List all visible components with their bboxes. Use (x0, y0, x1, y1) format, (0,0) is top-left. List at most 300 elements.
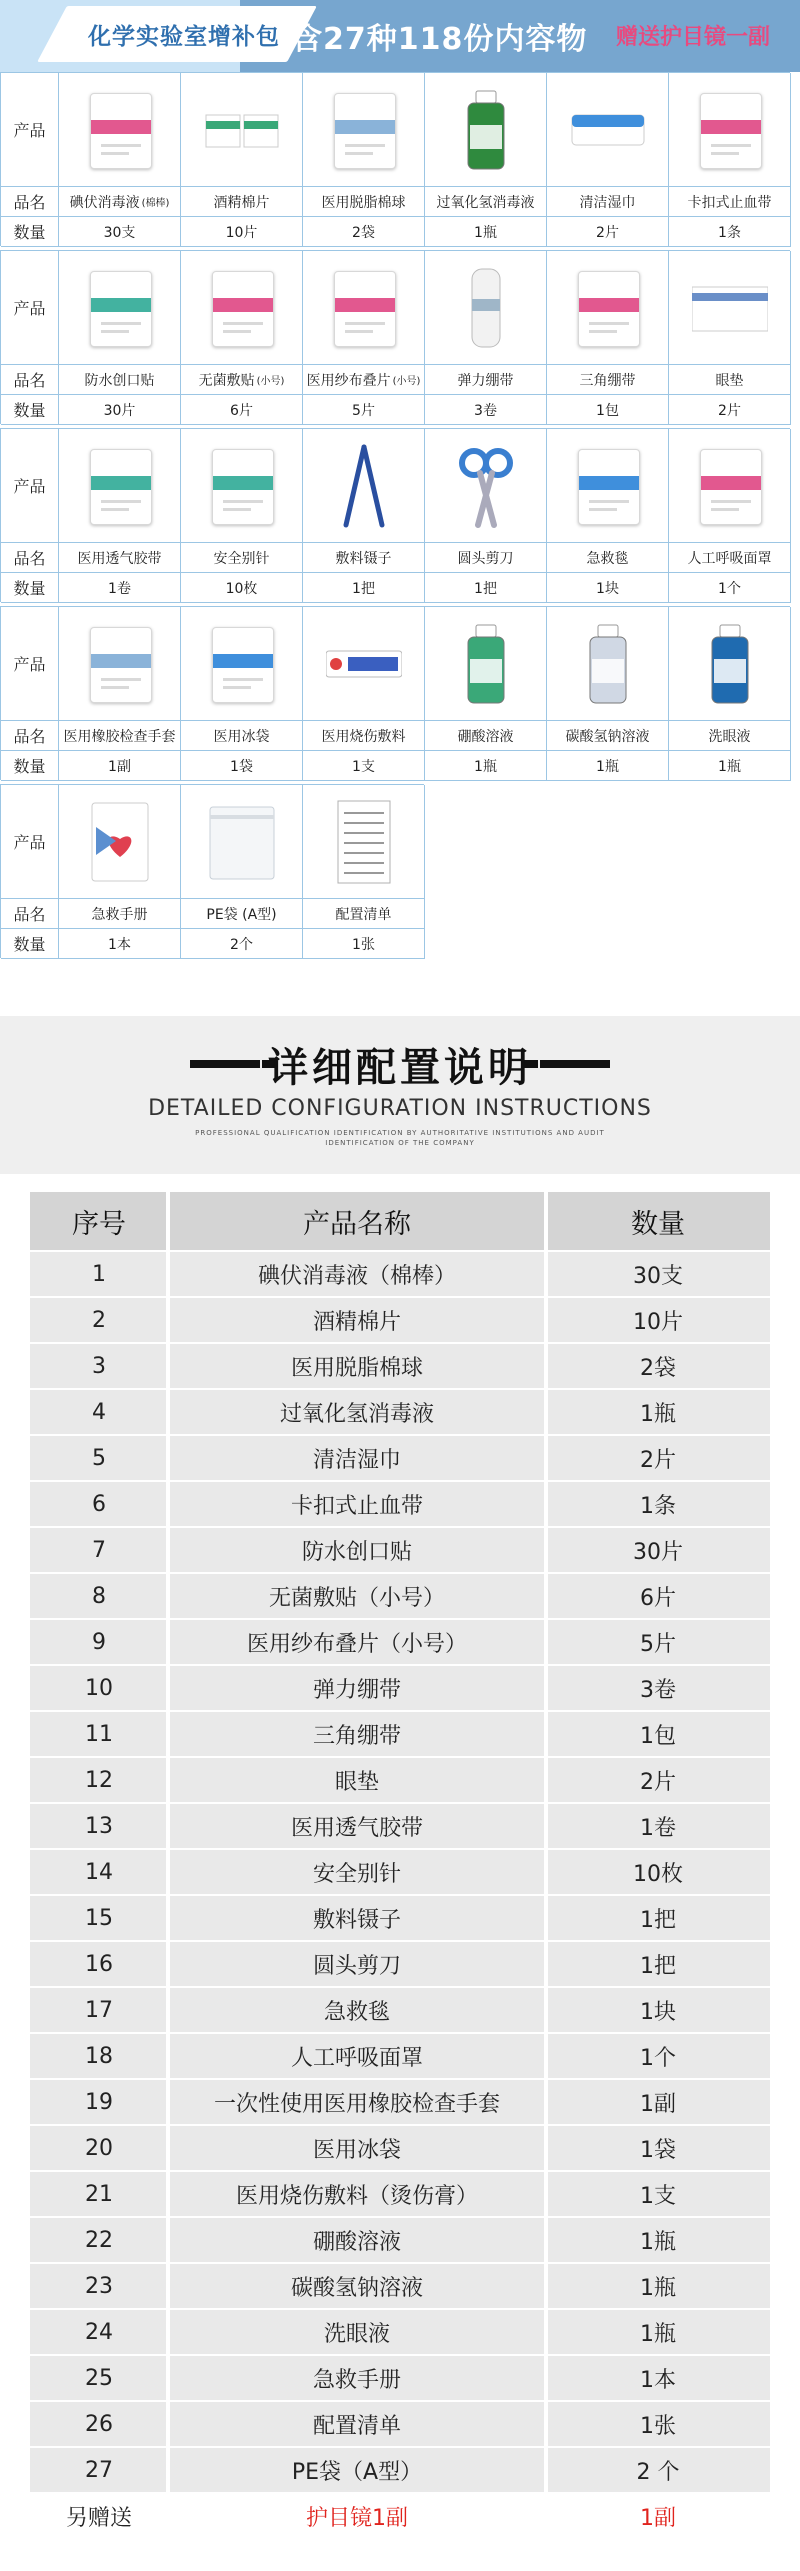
row-product-name: 三角绷带 (312, 1723, 401, 1749)
row-quantity: 5片 (640, 1631, 676, 1657)
row-quantity: 1卷 (640, 1815, 676, 1841)
wet-wipe-icon (570, 85, 646, 175)
cpr-mask-icon (692, 441, 768, 531)
tourniquet-icon (692, 85, 768, 175)
product-name (547, 187, 669, 217)
product-name-text: 酒精棉片 (213, 194, 270, 211)
product-name-text: 急救毯 (586, 550, 629, 567)
table-row (30, 1804, 770, 1848)
row-label-qty: 数量 (1, 395, 59, 425)
product-image-cell (425, 73, 547, 187)
product-name-text: 碘伏消毒液 (69, 194, 140, 211)
product-image-cell (425, 251, 547, 365)
blanket-icon (570, 441, 646, 531)
column-separator (544, 1896, 548, 1940)
product-name-text: 碳酸氢钠溶液 (565, 728, 650, 745)
column-separator (166, 2448, 170, 2492)
product-name (547, 721, 669, 751)
row-index: 17 (85, 1997, 113, 2023)
table-row (30, 2310, 770, 2354)
product-name (59, 365, 181, 395)
row-quantity: 2袋 (640, 1355, 676, 1381)
eye-pad-icon (692, 263, 768, 353)
column-separator (544, 2494, 548, 2538)
pe-bag-icon (204, 797, 280, 887)
header-index: 序号 (72, 1208, 126, 1240)
product-qty: 10片 (181, 217, 303, 247)
product-image-cell (303, 251, 425, 365)
column-separator (544, 2264, 548, 2308)
column-separator (544, 1942, 548, 1986)
product-name-text: 医用纱布叠片 (306, 372, 391, 389)
checklist-icon (326, 797, 402, 887)
product-qty: 1瓶 (547, 751, 669, 781)
column-separator (544, 1436, 548, 1480)
product-qty: 1把 (425, 573, 547, 603)
product-name (181, 365, 303, 395)
table-header-row (30, 1192, 770, 1250)
product-name (669, 721, 791, 751)
product-qty: 1条 (669, 217, 791, 247)
product-qty: 1张 (303, 929, 425, 959)
product-name-text: 安全别针 (213, 550, 270, 567)
product-image-cell (547, 73, 669, 187)
product-qty: 1支 (303, 751, 425, 781)
column-separator (544, 1298, 548, 1342)
product-qty: 1瓶 (669, 751, 791, 781)
table-row (30, 1344, 770, 1388)
column-separator (166, 1528, 170, 1572)
column-separator (166, 1896, 170, 1940)
table-row (30, 1528, 770, 1572)
cotton-ball-icon (326, 85, 402, 175)
row-index: 24 (85, 2319, 113, 2345)
row-index: 23 (85, 2273, 113, 2299)
row-quantity: 1条 (640, 1493, 676, 1519)
dressing-icon (204, 263, 280, 353)
column-separator (544, 2034, 548, 2078)
row-index: 16 (85, 1951, 113, 1977)
row-quantity: 1袋 (640, 2137, 676, 2163)
row-product-name: 护目镜1副 (306, 2505, 408, 2531)
product-name (303, 721, 425, 751)
column-separator (166, 1620, 170, 1664)
row-label-name: 品名 (1, 365, 59, 395)
triangle-bandage-icon (570, 263, 646, 353)
row-product-name: 医用冰袋 (312, 2137, 401, 2163)
row-index: 27 (85, 2457, 113, 2483)
product-qty: 30支 (59, 217, 181, 247)
burn-gel-icon (326, 619, 402, 709)
bicarbonate-bottle-icon (570, 619, 646, 709)
row-index: 25 (85, 2365, 113, 2391)
header-column-separator (166, 1192, 170, 1250)
row-quantity: 1张 (640, 2413, 676, 2439)
row-product-name: 敷料镊子 (312, 1907, 401, 1933)
row-product-name: 碘伏消毒液（棉棒） (257, 1263, 456, 1289)
fine-print-line-2: IDENTIFICATION OF THE COMPANY (325, 1139, 475, 1147)
product-name (59, 187, 181, 217)
row-quantity: 1瓶 (640, 1401, 676, 1427)
row-product-name: 医用透气胶带 (290, 1815, 423, 1841)
product-qty: 1卷 (59, 573, 181, 603)
product-name (303, 187, 425, 217)
row-product-name: 安全别针 (312, 1861, 401, 1887)
boric-acid-icon (448, 619, 524, 709)
table-row (30, 2402, 770, 2446)
grid-row (0, 72, 790, 246)
row-label-name: 品名 (1, 899, 59, 929)
row-quantity: 1包 (640, 1723, 676, 1749)
table-row (30, 1942, 770, 1986)
row-index: 20 (85, 2135, 113, 2161)
product-qty: 2袋 (303, 217, 425, 247)
row-quantity: 2 个 (636, 2459, 680, 2485)
row-index: 6 (92, 1491, 106, 1517)
column-separator (166, 2126, 170, 2170)
product-name (669, 365, 791, 395)
column-separator (166, 2402, 170, 2446)
row-index: 21 (85, 2181, 113, 2207)
table-row (30, 2034, 770, 2078)
product-qty: 10枚 (181, 573, 303, 603)
row-quantity: 1副 (640, 2091, 676, 2117)
column-separator (544, 2126, 548, 2170)
table-row (30, 1574, 770, 1618)
product-name (547, 365, 669, 395)
product-qty: 1块 (547, 573, 669, 603)
product-name-text: 医用透气胶带 (77, 550, 162, 567)
row-quantity: 3卷 (640, 1677, 676, 1703)
product-image-cell (669, 73, 791, 187)
product-image-cell (669, 607, 791, 721)
table-row (30, 2218, 770, 2262)
column-separator (544, 1252, 548, 1296)
product-image-cell (547, 251, 669, 365)
row-label-product: 产品 (1, 73, 59, 187)
row-product-name: 眼垫 (334, 1769, 379, 1795)
row-index: 10 (85, 1675, 113, 1701)
row-index: 22 (85, 2227, 113, 2253)
product-name (59, 721, 181, 751)
product-image-cell (669, 251, 791, 365)
product-name-text: 弹力绷带 (457, 372, 514, 389)
row-product-name: 洗眼液 (323, 2321, 390, 2347)
row-quantity: 1把 (640, 1953, 676, 1979)
column-separator (166, 2218, 170, 2262)
grid-row (0, 606, 790, 780)
product-image-cell (181, 429, 303, 543)
row-product-name: 弹力绷带 (312, 1677, 401, 1703)
row-product-name: 一次性使用医用橡胶检查手套 (213, 2091, 500, 2117)
product-name (181, 543, 303, 573)
product-name-text: 三角绷带 (579, 372, 636, 389)
banner-contents-title: 含27种118份内容物 (292, 22, 588, 57)
product-qty: 1瓶 (425, 751, 547, 781)
row-index: 13 (85, 1813, 113, 1839)
row-label-product: 产品 (1, 429, 59, 543)
column-separator (544, 1574, 548, 1618)
table-row (30, 1620, 770, 1664)
row-quantity: 1瓶 (640, 2321, 676, 2347)
table-row (30, 2264, 770, 2308)
row-index: 19 (85, 2089, 113, 2115)
product-image-cell (303, 429, 425, 543)
product-qty: 2片 (669, 395, 791, 425)
row-index: 8 (92, 1583, 106, 1609)
column-separator (544, 1528, 548, 1572)
product-name-text: 过氧化氢消毒液 (436, 194, 535, 211)
row-quantity: 1块 (640, 1999, 676, 2025)
product-qty: 6片 (181, 395, 303, 425)
column-separator (166, 1252, 170, 1296)
row-quantity: 10片 (633, 1309, 683, 1335)
column-separator (166, 1666, 170, 1710)
config-section-header (0, 1016, 800, 1174)
table-row (30, 1390, 770, 1434)
section-title: 详细配置说明 (268, 1045, 532, 1091)
row-quantity: 1支 (640, 2183, 676, 2209)
table-row (30, 1482, 770, 1526)
column-separator (166, 1942, 170, 1986)
eyewash-icon (692, 619, 768, 709)
product-image-cell (59, 251, 181, 365)
banner-gift-text: 赠送护目镜一副 (616, 25, 771, 50)
table-row (30, 1712, 770, 1756)
product-name (425, 365, 547, 395)
row-label-qty: 数量 (1, 573, 59, 603)
row-quantity: 1把 (640, 1907, 676, 1933)
product-name (181, 721, 303, 751)
row-product-name: 碳酸氢钠溶液 (290, 2275, 423, 2301)
product-qty: 1本 (59, 929, 181, 959)
product-image-cell (669, 429, 791, 543)
row-product-name: 急救毯 (323, 1999, 390, 2025)
row-index: 9 (92, 1629, 106, 1655)
product-qty: 2片 (547, 217, 669, 247)
row-product-name: PE袋（A型） (291, 2459, 423, 2485)
banner-kit-title: 化学实验室增补包 (88, 24, 280, 50)
product-image-cell (59, 429, 181, 543)
product-name-text: 医用橡胶检查手套 (63, 728, 176, 745)
product-qty: 1瓶 (425, 217, 547, 247)
column-separator (544, 2218, 548, 2262)
product-name (303, 365, 425, 395)
product-image-cell (547, 607, 669, 721)
row-index: 18 (85, 2043, 113, 2069)
table-row (30, 2172, 770, 2216)
section-subtitle-en: DETAILED CONFIGURATION INSTRUCTIONS (148, 1096, 652, 1121)
table-row (30, 1850, 770, 1894)
table-row (30, 2080, 770, 2124)
row-index: 11 (85, 1721, 113, 1747)
product-name-text: 圆头剪刀 (457, 550, 514, 567)
row-product-name: 圆头剪刀 (312, 1953, 401, 1979)
row-quantity: 1本 (640, 2367, 676, 2393)
row-product-name: 酒精棉片 (312, 1309, 401, 1335)
column-separator (544, 2310, 548, 2354)
row-product-name: 配置清单 (312, 2413, 401, 2439)
top-banner (0, 0, 800, 72)
column-separator (544, 2080, 548, 2124)
row-index: 5 (92, 1445, 106, 1471)
header-product-name: 产品名称 (303, 1208, 411, 1240)
row-index: 1 (92, 1261, 106, 1287)
grid-row (0, 428, 790, 602)
product-qty: 2个 (181, 929, 303, 959)
table-row (30, 2356, 770, 2400)
row-label-product: 产品 (1, 607, 59, 721)
row-label-name: 品名 (1, 721, 59, 751)
product-name-text: 医用脱脂棉球 (321, 194, 406, 211)
product-name (669, 543, 791, 573)
product-qty: 1副 (59, 751, 181, 781)
product-image-cell (425, 429, 547, 543)
bottle-icon (448, 85, 524, 175)
gloves-icon (82, 619, 158, 709)
row-index: 7 (92, 1537, 106, 1563)
table-row (30, 1666, 770, 1710)
table-row (30, 1436, 770, 1480)
column-separator (166, 1988, 170, 2032)
product-image-cell (303, 73, 425, 187)
product-name (425, 543, 547, 573)
product-image-cell (181, 607, 303, 721)
header-column-separator (544, 1192, 548, 1250)
product-name (425, 187, 547, 217)
row-label-product: 产品 (1, 251, 59, 365)
grid-row (0, 250, 790, 424)
product-name (181, 899, 303, 929)
elastic-bandage-icon (448, 263, 524, 353)
ice-pack-icon (204, 619, 280, 709)
product-name-text: 敷料镊子 (335, 550, 392, 567)
grid-row (0, 784, 424, 958)
product-name-text: 配置清单 (335, 906, 392, 923)
row-quantity: 2片 (640, 1447, 676, 1473)
product-name-text: 眼垫 (715, 372, 744, 389)
row-index: 3 (92, 1353, 106, 1379)
column-separator (166, 1298, 170, 1342)
column-separator (166, 2264, 170, 2308)
row-label-qty: 数量 (1, 217, 59, 247)
product-name-text: 无菌敷贴 (198, 372, 255, 389)
header-quantity: 数量 (631, 1208, 685, 1240)
product-name (547, 543, 669, 573)
row-index: 15 (85, 1905, 113, 1931)
table-row (30, 1988, 770, 2032)
product-name-text: 卡扣式止血带 (687, 194, 772, 211)
column-separator (544, 1988, 548, 2032)
gauze-icon (326, 263, 402, 353)
row-product-name: 卡扣式止血带 (290, 1493, 423, 1519)
product-name (303, 899, 425, 929)
product-name-note: (小号) (256, 376, 285, 387)
row-index: 另赠送 (65, 2505, 132, 2531)
product-name-note: (棉棒) (141, 198, 170, 209)
table-row (30, 2126, 770, 2170)
row-quantity: 1瓶 (640, 2229, 676, 2255)
row-quantity: 30支 (633, 1263, 683, 1289)
product-qty: 1个 (669, 573, 791, 603)
column-separator (544, 1344, 548, 1388)
column-separator (166, 1436, 170, 1480)
column-separator (166, 1758, 170, 1802)
product-name (59, 543, 181, 573)
tweezers-icon (326, 441, 402, 531)
product-image-cell (303, 785, 425, 899)
product-qty: 30片 (59, 395, 181, 425)
product-image-cell (181, 785, 303, 899)
column-separator (166, 2310, 170, 2354)
column-separator (544, 1850, 548, 1894)
column-separator (544, 2402, 548, 2446)
column-separator (166, 1712, 170, 1756)
product-qty: 1袋 (181, 751, 303, 781)
product-name-text: 医用烧伤敷料 (321, 728, 406, 745)
manual-icon (82, 797, 158, 887)
row-label-qty: 数量 (1, 929, 59, 959)
product-name-text: 清洁湿巾 (579, 194, 636, 211)
column-separator (166, 1574, 170, 1618)
product-qty: 1把 (303, 573, 425, 603)
row-index: 4 (92, 1399, 106, 1425)
product-image-cell (59, 785, 181, 899)
column-separator (166, 2356, 170, 2400)
product-name (425, 721, 547, 751)
row-quantity: 1瓶 (640, 2275, 676, 2301)
row-product-name: 过氧化氢消毒液 (279, 1401, 434, 1427)
row-index: 2 (92, 1307, 106, 1333)
tape-icon (82, 441, 158, 531)
scissors-icon (448, 441, 524, 531)
alcohol-pad-icon (204, 85, 280, 175)
column-separator (544, 1620, 548, 1664)
row-quantity: 2片 (640, 1769, 676, 1795)
product-name-text: 防水创口贴 (84, 372, 155, 389)
column-separator (544, 1666, 548, 1710)
product-image-cell (59, 607, 181, 721)
row-quantity: 1副 (640, 2505, 676, 2531)
table-row (30, 1758, 770, 1802)
row-product-name: 人工呼吸面罩 (290, 2045, 423, 2071)
product-name-text: 急救手册 (91, 906, 148, 923)
fine-print-line-1: PROFESSIONAL QUALIFICATION IDENTIFICATION BY AUTHORITATIVE INSTITUTIONS AND AUDIT (195, 1129, 605, 1137)
row-product-name: 医用烧伤敷料（烫伤膏） (235, 2183, 478, 2209)
row-label-name: 品名 (1, 543, 59, 573)
product-name-note: (小号) (392, 376, 421, 387)
table-row (30, 2448, 770, 2492)
section-fine-print (0, 1128, 800, 1148)
row-product-name: 无菌敷贴（小号） (268, 1585, 445, 1611)
product-name-text: 人工呼吸面罩 (687, 550, 772, 567)
column-separator (544, 2172, 548, 2216)
row-quantity: 30片 (633, 1539, 683, 1565)
product-image-cell (59, 73, 181, 187)
product-name-text: 医用冰袋 (213, 728, 270, 745)
product-image-cell (303, 607, 425, 721)
column-separator (544, 1712, 548, 1756)
row-label-product: 产品 (1, 785, 59, 899)
product-name-text: PE袋 (A型) (206, 906, 277, 923)
row-product-name: 清洁湿巾 (312, 1447, 401, 1473)
column-separator (544, 1758, 548, 1802)
row-quantity: 1个 (640, 2045, 676, 2071)
product-name (669, 187, 791, 217)
product-qty: 5片 (303, 395, 425, 425)
column-separator (166, 1482, 170, 1526)
column-separator (166, 2034, 170, 2078)
